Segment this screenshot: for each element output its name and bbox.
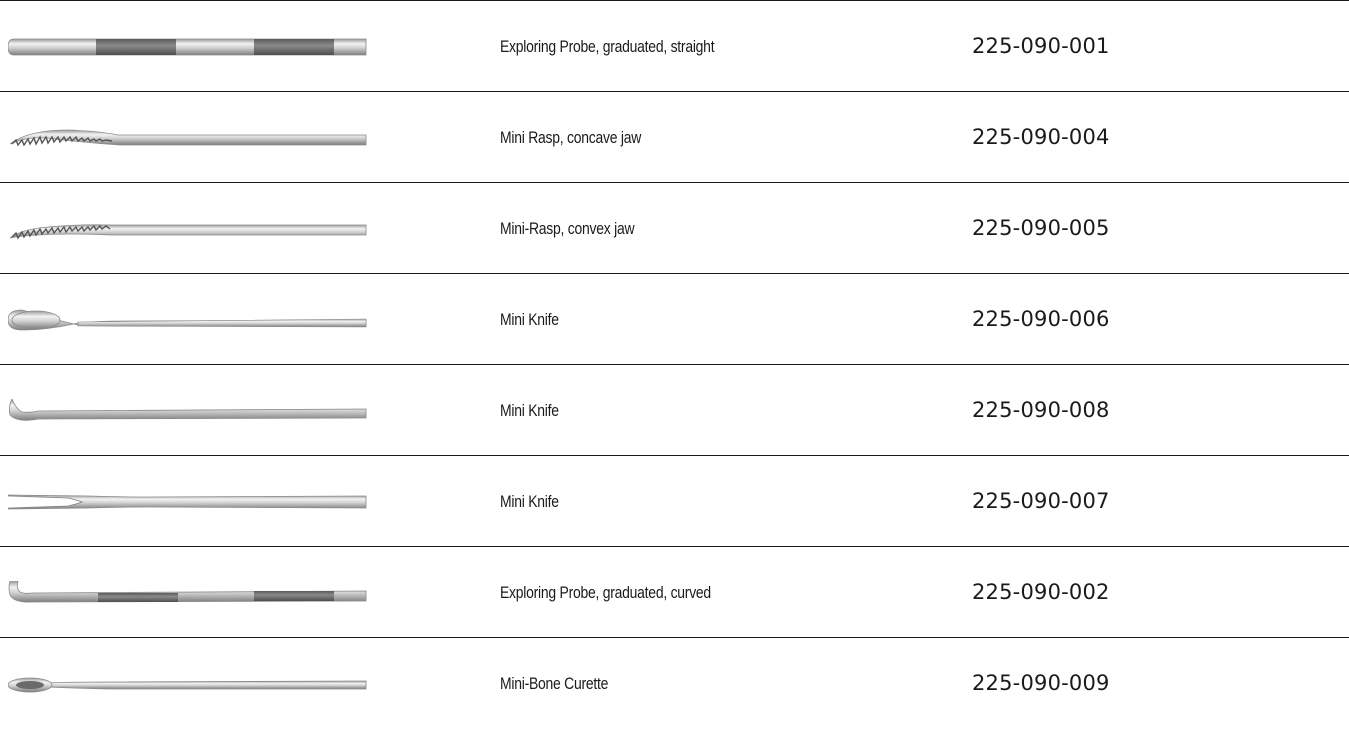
item-name: Mini Knife xyxy=(500,401,559,420)
table-row xyxy=(0,364,1349,455)
item-code: 225-090-004 xyxy=(972,125,1110,149)
curved-graduated-probe-icon xyxy=(8,581,368,605)
table-row xyxy=(0,182,1349,273)
item-name: Exploring Probe, graduated, curved xyxy=(500,583,711,602)
item-name: Mini Knife xyxy=(500,492,559,511)
item-code: 225-090-009 xyxy=(972,671,1110,695)
table-row xyxy=(0,273,1349,364)
item-name: Mini Knife xyxy=(500,310,559,329)
item-name: Mini-Rasp, convex jaw xyxy=(500,219,635,238)
item-code: 225-090-008 xyxy=(972,398,1110,422)
item-name: Mini Rasp, concave jaw xyxy=(500,128,642,147)
table-row xyxy=(0,91,1349,182)
item-code: 225-090-002 xyxy=(972,580,1110,604)
forked-knife-icon xyxy=(8,490,368,514)
hooked-knife-icon xyxy=(8,399,368,423)
item-code: 225-090-001 xyxy=(972,34,1110,58)
item-name: Mini-Bone Curette xyxy=(500,674,609,693)
table-row xyxy=(0,0,1349,91)
concave-rasp-icon xyxy=(8,126,368,150)
spatula-knife-icon xyxy=(8,308,368,332)
item-name: Exploring Probe, graduated, straight xyxy=(500,37,715,56)
item-code: 225-090-007 xyxy=(972,489,1110,513)
table-row xyxy=(0,637,1349,728)
table-row xyxy=(0,546,1349,637)
item-code: 225-090-005 xyxy=(972,216,1110,240)
straight-graduated-probe-icon xyxy=(8,35,368,59)
table-row xyxy=(0,455,1349,546)
bone-curette-icon xyxy=(8,672,368,696)
convex-rasp-icon xyxy=(8,217,368,241)
item-code: 225-090-006 xyxy=(972,307,1110,331)
